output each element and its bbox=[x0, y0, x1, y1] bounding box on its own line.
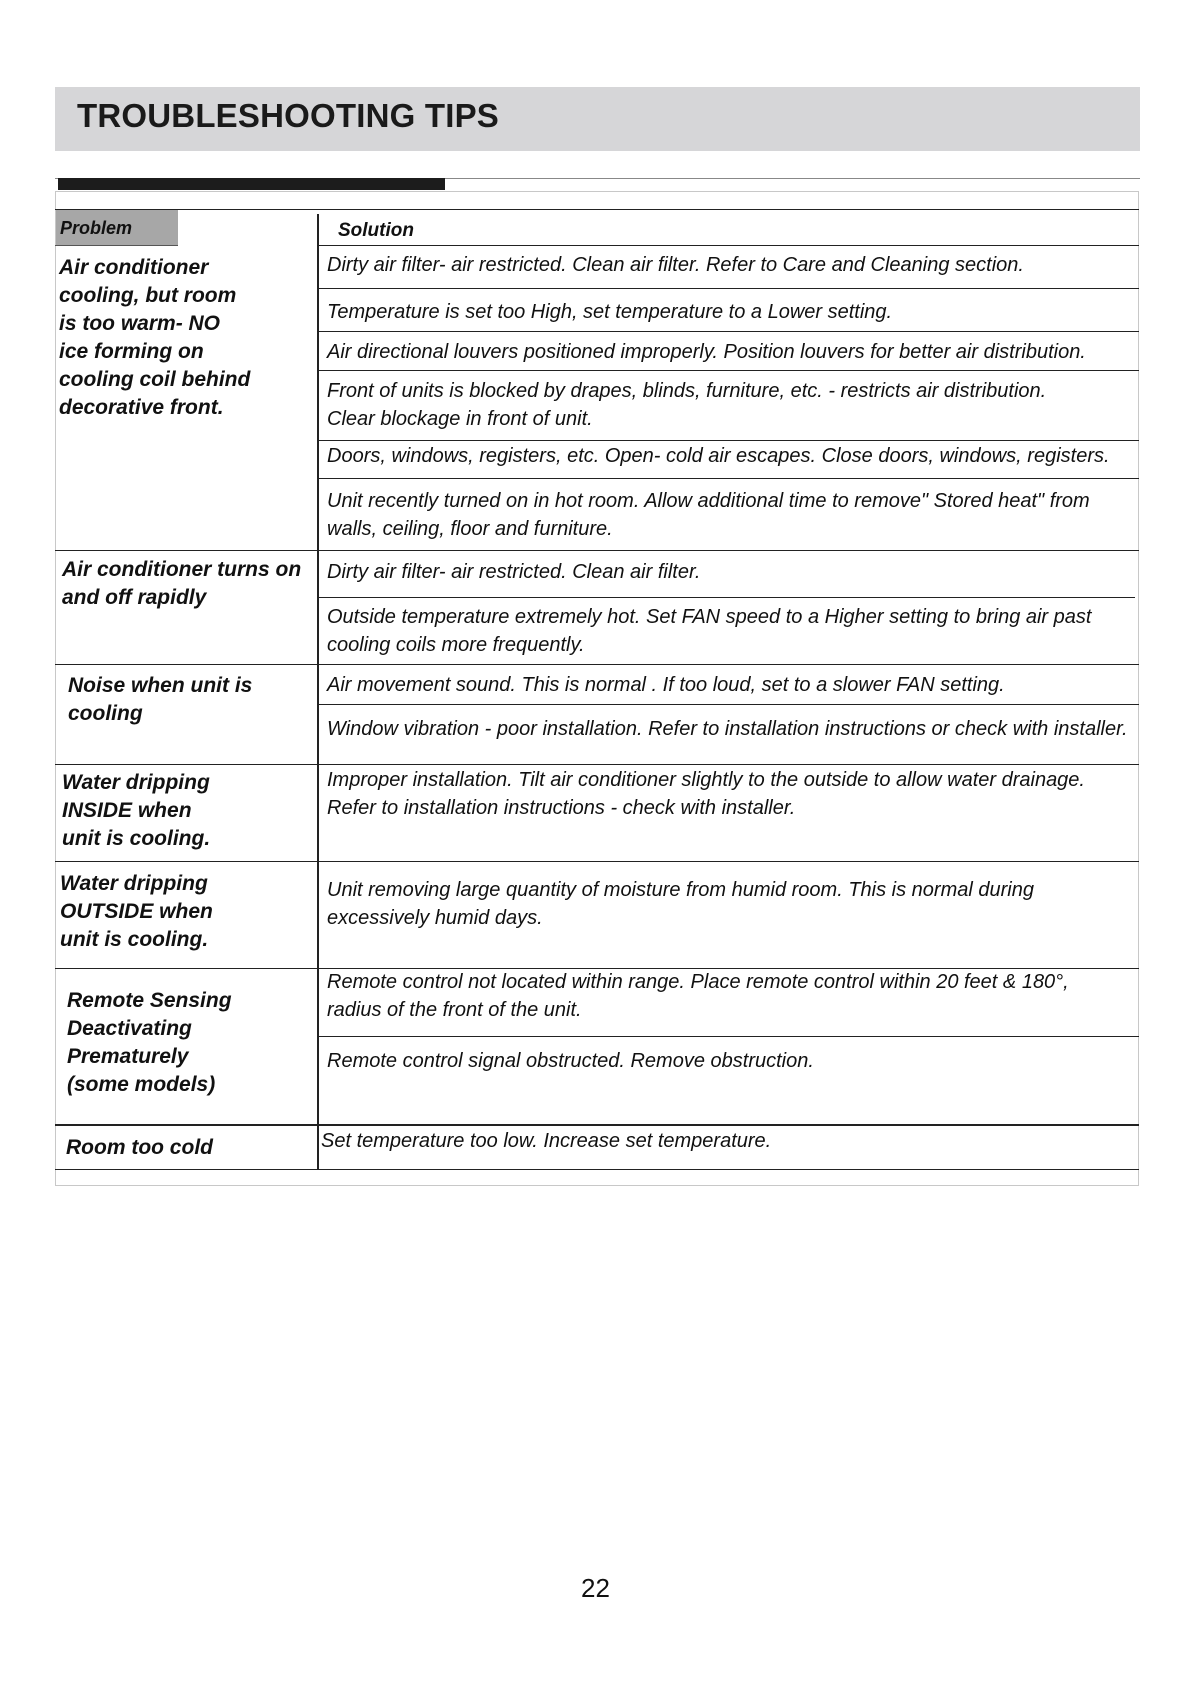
solution-cell: Improper installation. Tilt air conditioner slightly to the outside to allow water drainage. Refer to installation instructions - check with installer. bbox=[327, 769, 1085, 819]
page-number: 22 bbox=[581, 1573, 610, 1603]
solution-separator bbox=[318, 288, 1139, 289]
problem-cell: Noise when unit is cooling bbox=[68, 674, 253, 725]
row-separator bbox=[55, 664, 1139, 665]
solution-separator bbox=[318, 331, 1139, 332]
solution-separator bbox=[318, 704, 1139, 705]
solution-cell: Unit recently turned on in hot room. Allow additional time to remove" Stored heat" from walls, ceiling, floor and furniture. bbox=[327, 490, 1090, 540]
problem-cell: Room too cold bbox=[66, 1136, 213, 1159]
table-top-rule bbox=[55, 209, 1139, 210]
divider-accent-bar bbox=[58, 178, 445, 190]
row-separator bbox=[55, 550, 1139, 551]
solution-cell: Doors, windows, registers, etc. Open- cold air escapes. Close doors, windows, registers. bbox=[327, 445, 1110, 467]
solution-cell: Dirty air filter- air restricted. Clean air filter. bbox=[327, 561, 701, 583]
solution-cell: Window vibration - poor installation. Refer to installation instructions or check with installer. bbox=[327, 718, 1128, 740]
solution-cell: Front of units is blocked by drapes, blinds, furniture, etc. - restricts air distribution. Clear blockage in front of unit. bbox=[327, 380, 1047, 430]
row-separator bbox=[55, 1124, 1139, 1126]
header-bottom-rule bbox=[318, 245, 1139, 246]
solution-cell: Remote control not located within range. Place remote control within 20 feet & 180°, radius of the front of the unit. bbox=[327, 971, 1069, 1021]
table-bottom-rule bbox=[55, 1169, 1139, 1170]
problem-cell: Water dripping OUTSIDE when unit is cooling. bbox=[60, 872, 213, 951]
problem-cell: Air conditioner cooling, but room is too warm- NO ice forming on cooling coil behind decorative front. bbox=[59, 256, 251, 419]
problem-cell: Remote Sensing Deactivating Prematurely (some models) bbox=[67, 989, 232, 1096]
solution-separator bbox=[318, 597, 1135, 598]
problem-header-label: Problem bbox=[60, 218, 133, 238]
solution-separator bbox=[318, 478, 1139, 479]
solution-cell: Remote control signal obstructed. Remove obstruction. bbox=[327, 1050, 814, 1072]
solution-column-header: Solution bbox=[338, 220, 414, 241]
problem-cell: Water dripping INSIDE when unit is cooling. bbox=[62, 771, 211, 850]
page-title: TROUBLESHOOTING TIPS bbox=[77, 97, 500, 134]
solution-cell: Set temperature too low. Increase set temperature. bbox=[321, 1130, 772, 1152]
solution-cell: Dirty air filter- air restricted. Clean air filter. Refer to Care and Cleaning section. bbox=[327, 254, 1024, 276]
title-banner bbox=[55, 87, 1140, 151]
solution-separator bbox=[318, 1036, 1139, 1037]
solution-cell: Air movement sound. This is normal . If too loud, set to a slower FAN setting. bbox=[327, 674, 1005, 696]
problem-header-underline bbox=[55, 245, 178, 246]
row-separator bbox=[55, 764, 1139, 765]
solution-cell: Air directional louvers positioned improperly. Position louvers for better air distribution. bbox=[327, 341, 1086, 363]
problem-cell: Air conditioner turns on and off rapidly bbox=[62, 558, 302, 609]
solution-separator bbox=[318, 440, 1139, 441]
column-divider bbox=[317, 214, 319, 1169]
solution-cell: Temperature is set too High, set temperature to a Lower setting. bbox=[327, 301, 893, 323]
problem-column-header bbox=[56, 210, 178, 245]
solution-separator bbox=[318, 370, 1139, 371]
solution-cell: Unit removing large quantity of moisture from humid room. This is normal during excessively humid days. bbox=[327, 879, 1034, 929]
solution-cell: Outside temperature extremely hot. Set FAN speed to a Higher setting to bring air past cooling coils more frequently. bbox=[327, 606, 1092, 656]
row-separator bbox=[55, 861, 1139, 862]
